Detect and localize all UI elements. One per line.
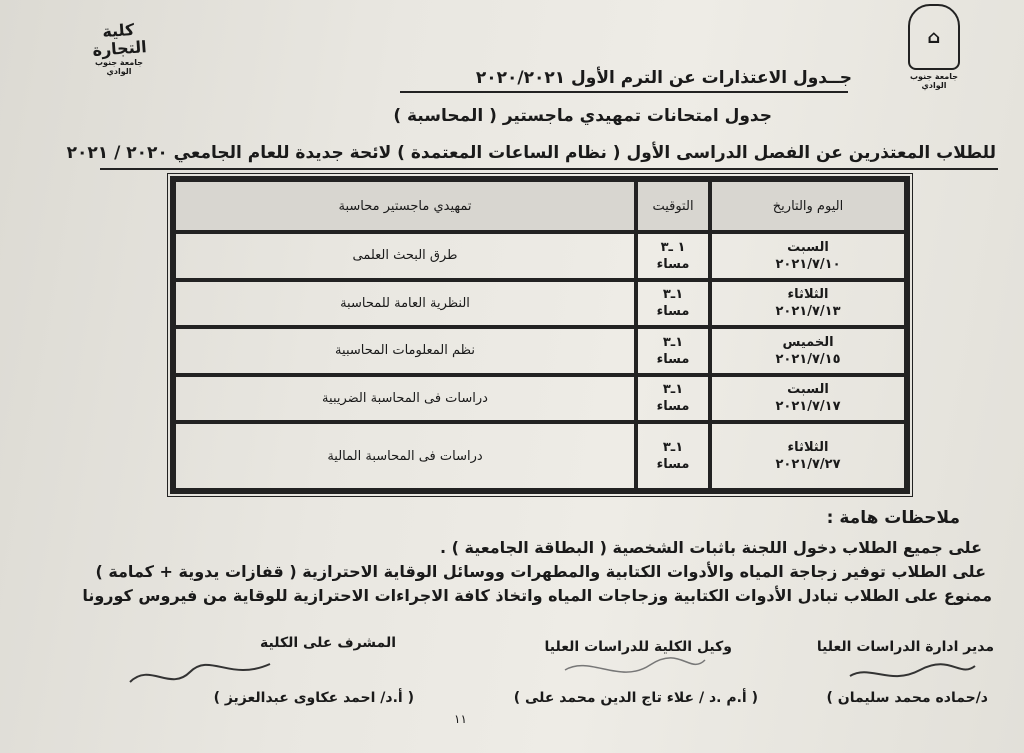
time-range: ١ـ٣ bbox=[662, 440, 684, 455]
time-cell bbox=[636, 375, 710, 423]
time-range: ١ـ٣ bbox=[662, 287, 684, 303]
signatory-name-supervisor: ( أ.د/ احمد عكاوى عبدالعزيز ) bbox=[213, 690, 414, 706]
exam-date: ٢٠٢١/٧/١٣ bbox=[775, 304, 841, 320]
signatory-title-grad-admin: مدير ادارة الدراسات العليا bbox=[816, 639, 994, 655]
time-cell bbox=[636, 327, 710, 375]
exam-date: ٢٠٢١/٧/١٠ bbox=[775, 256, 841, 272]
note-item: ممنوع على الطلاب تبادل الأدوات الكتابية وزجاجات المياه واتخاذ كافة الاجراءات الاحترازية للوقاية من فيروس كورونا bbox=[82, 586, 992, 605]
subject-cell: النظرية العامة للمحاسبة bbox=[174, 280, 636, 328]
table-row bbox=[174, 280, 906, 328]
signature-scrawl-vice-dean bbox=[560, 650, 710, 690]
university-seal-icon: ⌂ bbox=[908, 4, 960, 70]
day-name: الثلاثاء bbox=[787, 287, 829, 303]
exam-date: ٢٠٢١/٧/١٧ bbox=[775, 399, 841, 415]
title-underline bbox=[400, 91, 848, 93]
faculty-logo-sub: جامعة جنوب الوادي bbox=[95, 58, 143, 76]
time-range: ١ ـ٣ bbox=[660, 239, 686, 255]
document-title: جــدول الاعتذارات عن الترم الأول ٢٠٢٠/٢٠٢١ bbox=[475, 68, 852, 88]
faculty-logo-text: كلية التجارة bbox=[91, 19, 148, 60]
column-header-subject: تمهيدي ماجستير محاسبة bbox=[174, 180, 636, 232]
exam-date: ٢٠٢١/٧/١٥ bbox=[775, 351, 841, 367]
university-seal-sub: جامعة جنوب الوادي bbox=[910, 72, 958, 90]
notes-heading: ملاحظات هامة : bbox=[826, 508, 960, 528]
exam-schedule-table bbox=[170, 176, 910, 494]
table-header-row bbox=[174, 180, 906, 232]
signatory-name-grad-admin: د/حماده محمد سليمان ) bbox=[826, 690, 988, 706]
day-name: الخميس bbox=[782, 334, 834, 350]
time-period: مساء bbox=[656, 256, 690, 272]
subject-cell: دراسات فى المحاسبة الضريبية bbox=[174, 375, 636, 423]
table-row bbox=[174, 422, 906, 490]
exam-date: ٢٠٢١/٧/٢٧ bbox=[775, 457, 841, 472]
time-period: مساء bbox=[656, 399, 690, 415]
day-name: الثلاثاء bbox=[787, 440, 829, 455]
table-row bbox=[174, 327, 906, 375]
time-cell bbox=[636, 280, 710, 328]
subject-cell: نظم المعلومات المحاسبية bbox=[174, 327, 636, 375]
university-seal bbox=[906, 4, 962, 90]
day-date-cell bbox=[710, 375, 906, 423]
table-row bbox=[174, 232, 906, 280]
note-item: على الطلاب توفير زجاجة المياه والأدوات الكتابية والمطهرات ووسائل الوقاية الاحترازية ( قفازات يدوية + كمامة ) bbox=[95, 562, 986, 581]
faculty-logo bbox=[86, 19, 152, 76]
day-date-cell bbox=[710, 327, 906, 375]
signatory-title-vice-dean: وكيل الكلية للدراسات العليا bbox=[544, 639, 732, 655]
day-date-cell bbox=[710, 232, 906, 280]
subject-cell: طرق البحث العلمى bbox=[174, 232, 636, 280]
table-row bbox=[174, 375, 906, 423]
time-period: مساء bbox=[656, 304, 690, 320]
subject-cell: دراسات فى المحاسبة المالية bbox=[174, 422, 636, 490]
signatory-title-supervisor: المشرف على الكلية bbox=[260, 635, 396, 651]
signatory-name-vice-dean: ( أ.م .د / علاء تاج الدين محمد على ) bbox=[513, 690, 758, 706]
day-name: السبت bbox=[787, 239, 829, 255]
time-period: مساء bbox=[656, 351, 690, 367]
day-date-cell bbox=[710, 280, 906, 328]
time-period: مساء bbox=[656, 457, 690, 472]
note-item: على جميع الطلاب دخول اللجنة باثبات الشخصية ( البطاقة الجامعية ) . bbox=[439, 538, 982, 557]
time-cell bbox=[636, 232, 710, 280]
page-mark: ١١ bbox=[454, 712, 467, 726]
time-range: ١ـ٣ bbox=[662, 382, 684, 398]
scope-underline bbox=[100, 168, 998, 170]
signature-scrawl-grad-admin bbox=[840, 656, 980, 692]
day-name: السبت bbox=[787, 382, 829, 398]
document-scope-line: للطلاب المعتذرين عن الفصل الدراسى الأول ( نظام الساعات المعتمدة ) لائحة جديدة للعام الجامعي ٢٠٢٠ / ٢٠٢١ bbox=[66, 143, 996, 163]
time-range: ١ـ٣ bbox=[662, 334, 684, 350]
document-subtitle: جدول امتحانات تمهيدي ماجستير ( المحاسبة ) bbox=[393, 106, 772, 126]
time-cell bbox=[636, 422, 710, 490]
column-header-time: التوقيت bbox=[636, 180, 710, 232]
column-header-day-date: اليوم والتاريخ bbox=[710, 180, 906, 232]
day-date-cell bbox=[710, 422, 906, 490]
